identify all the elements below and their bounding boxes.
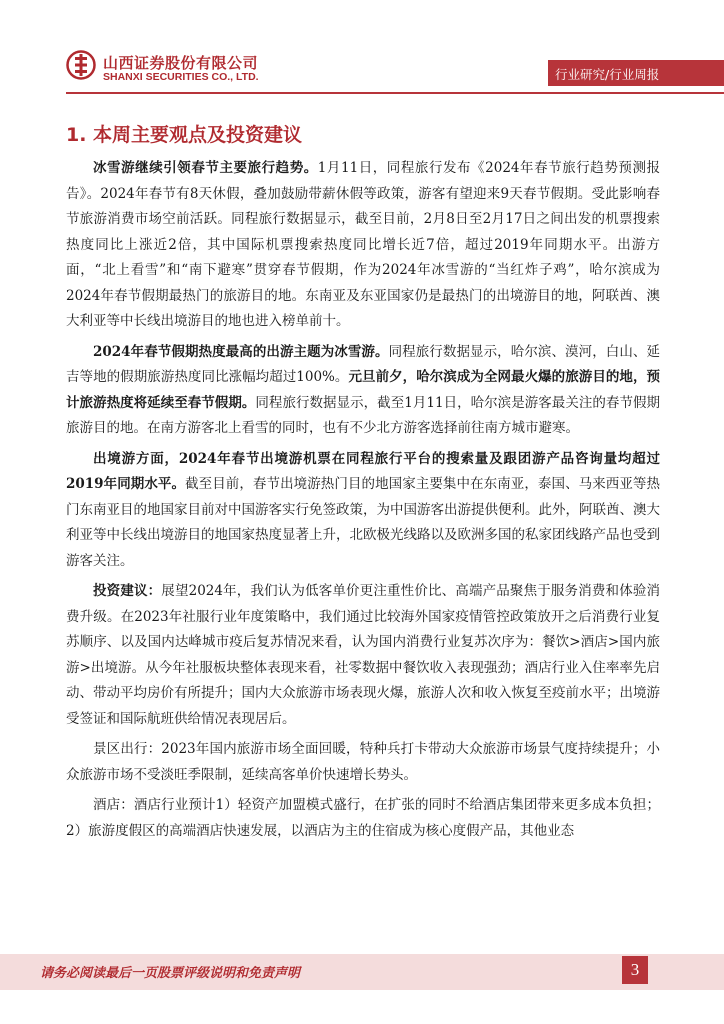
disclaimer-notice: 请务必阅读最后一页股票评级说明和免责声明: [40, 966, 301, 981]
report-category-label: 行业研究/行业周报: [555, 67, 660, 82]
paragraph-lead: 冰雪游继续引领春节主要旅行趋势。: [93, 160, 318, 176]
shanxi-securities-logo-icon: [66, 50, 96, 80]
paragraph-lead-2: 元旦前夕，哈尔滨成为全网最火爆的旅游目的地，预计旅游热度将延续至春节假期。: [66, 369, 660, 411]
company-name-cn: 山西证券股份有限公司: [103, 54, 259, 72]
paragraph-text: 景区出行：2023年国内旅游市场全面回暖，特种兵打卡带动大众旅游市场景气度持续提升；小众旅游市场不受淡旺季限制，延续高客单价快速增长势头。: [66, 741, 660, 783]
paragraph-lead: 投资建议：: [93, 583, 162, 599]
paragraph-text-2: 同程旅行数据显示，截至1月11日，哈尔滨是游客最关注的春节假期旅游目的地。在南方游客北上看雪的同时，也有不少北方游客选择前往南方城市避寒。: [66, 394, 660, 436]
paragraph-outbound-travel: [66, 447, 660, 575]
paragraph-lead: 出境游方面，2024年春节出境游机票在同程旅行平台的搜索量及跟团游产品咨询量均超过2019年同期水平。: [66, 450, 660, 492]
paragraph-text: 展望2024年，我们认为低客单价更注重性价比、高端产品聚焦于服务消费和体验消费升级。在2023年社服行业年度策略中，我们通过比较海外国家疫情管控政策放开之后消费行业复苏顺序、以及国内达峰城市疫后复苏情况来看，认为国内消费行业复苏次序为：餐饮>酒店>国内旅游>出境游。从今年社服板块整体表现来看，社零数据中餐饮收入表现强劲；酒店行业入住率率先启动、带动平均房价有所提升；国内大众旅游市场表现火爆，旅游人次和收入恢复至疫前水平；出境游受签证和国际航班供给情况表现居后。: [66, 583, 661, 727]
paragraph-scenic-travel: [66, 737, 660, 788]
paragraph-ice-snow-theme: [66, 340, 660, 442]
page-number: 3: [630, 960, 640, 979]
paragraph-lead: 2024年春节假期热度最高的出游主题为冰雪游。: [93, 343, 389, 360]
paragraph-text: 同程旅行数据显示，哈尔滨、漠河，白山、延吉等地的假期旅游热度同比涨幅均超过100%。: [66, 343, 661, 385]
paragraph-investment-advice: [66, 579, 660, 732]
paragraph-text: 酒店：酒店行业预计1）轻资产加盟模式盛行，在扩张的同时不给酒店集团带来更多成本负担；2）旅游度假区的高端酒店快速发展，以酒店为主的住宿成为核心度假产品，其他业态: [66, 797, 660, 839]
paragraph-hotel: [66, 793, 660, 844]
paragraph-text: 截至目前，春节出境游热门目的地国家主要集中在东南亚，泰国、马来西亚等热门东南亚目的地国家目前对中国游客实行免签政策，为中国游客出游提供便利。此外，阿联酋、澳大利亚等中长线出境游目的地国家热度显著上升，北欧极光线路以及欧洲多国的私家团线路产品也受到游客关注。: [66, 476, 661, 569]
body-content: [66, 156, 660, 849]
section-title: 1. 本周主要观点及投资建议: [66, 124, 303, 146]
company-name-en: SHANXI SECURITIES CO., LTD.: [103, 71, 259, 83]
paragraph-ice-snow-trend: [66, 156, 660, 335]
page-header: [0, 0, 724, 92]
header-divider: [66, 92, 724, 94]
paragraph-text: 1月11日，同程旅行发布《2024年春节旅行趋势预测报告》。2024年春节有8天休假，叠加鼓励带薪休假等政策，游客有望迎来9天春节假期。受此影响春节旅游消费市场空前活跃。同程旅行数据显示，截至目前，2月8日至2月17日之间出发的机票搜索热度同比上涨近2倍，其中国际机票搜索热度同比增长近7倍，超过2019年同期水平。出游方面，“北上看雪”和“南下避寒”贯穿春节假期，作为2024年冰雪游的“当红炸子鸡”，哈尔滨成为2024年春节假期最热门的旅游目的地。东南亚及东亚国家仍是最热门的出境游目的地，阿联酋、澳大利亚等中长线出境游目的地也进入榜单前十。: [66, 160, 661, 329]
